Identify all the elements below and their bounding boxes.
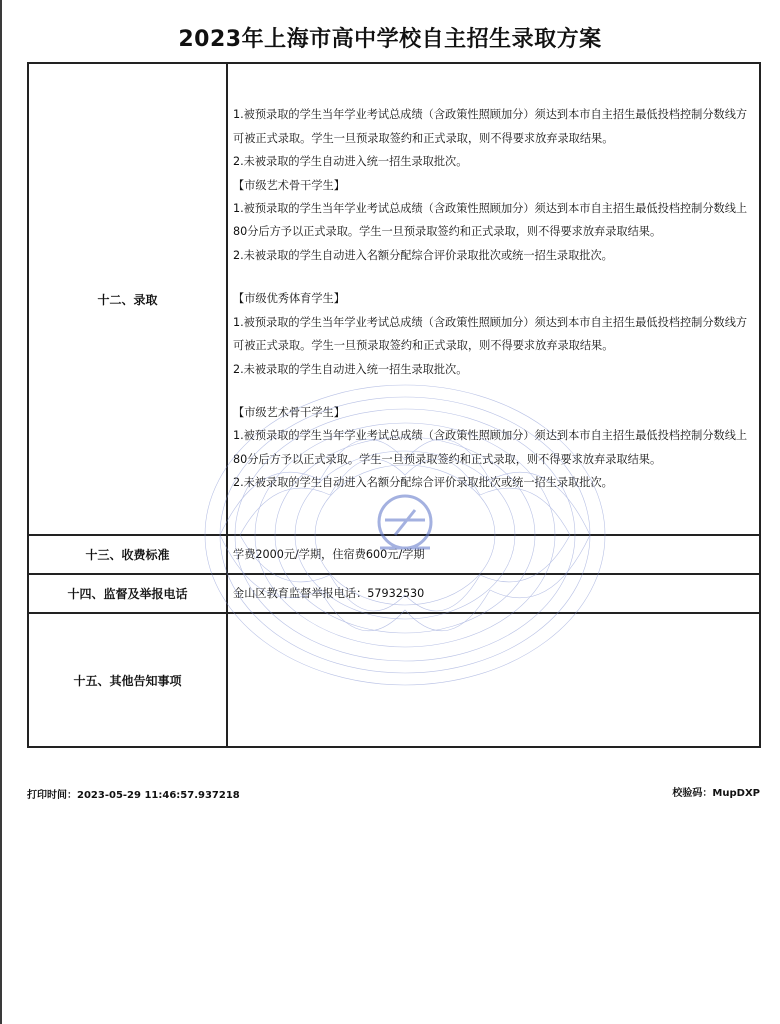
section-content-admission — [227, 63, 760, 535]
section-label-admission: 十二、录取 — [28, 63, 227, 535]
section-content-other-notices — [227, 613, 760, 747]
section-content-fees: 学费2000元/学期，住宿费600元/学期 — [227, 535, 760, 574]
art-students-repeat-item-2: 2.未被录取的学生自动进入名额分配综合评价录取批次或统一招生录取批次。 — [233, 476, 613, 490]
document-title: 2023年上海市高中学校自主招生录取方案 — [178, 27, 602, 52]
art-students-heading-repeat: 【市级艺术骨干学生】 — [233, 405, 345, 419]
admission-general-item-1: 1.被预录取的学生当年学业考试总成绩（含政策性照顾加分）须达到本市自主招生最低投档控制分数线方可被正式录取。学生一旦预录取签约和正式录取，则不得要求放弃录取结果。 — [233, 108, 748, 145]
page-left-edge — [0, 0, 2, 1024]
table-row — [28, 63, 760, 535]
sports-students-item-1: 1.被预录取的学生当年学业考试总成绩（含政策性照顾加分）须达到本市自主招生最低投档控制分数线方可被正式录取。学生一旦预录取签约和正式录取，则不得要求放弃录取结果。 — [233, 315, 748, 353]
print-time: 打印时间：2023-05-29 11:46:57.937218 — [27, 790, 240, 801]
art-students-repeat-item-1: 1.被预录取的学生当年学业考试总成绩（含政策性照顾加分）须达到本市自主招生最低投档控制分数线上80分后方予以正式录取。学生一旦预录取签约和正式录取，则不得要求放弃录取结果。 — [233, 429, 748, 466]
section-label-fees: 十三、收费标准 — [28, 535, 227, 574]
check-code: 校验码：MupDXP — [672, 788, 760, 799]
section-label-other-notices: 十五、其他告知事项 — [28, 613, 227, 747]
table-row — [28, 613, 760, 747]
art-students-item-1: 1.被预录取的学生当年学业考试总成绩（含政策性照顾加分）须达到本市自主招生最低投档控制分数线上80分后方予以正式录取。学生一旦预录取签约和正式录取，则不得要求放弃录取结果。 — [233, 202, 748, 239]
admission-plan-table — [27, 62, 761, 748]
section-content-hotline: 金山区教育监督举报电话：57932530 — [227, 574, 760, 613]
section-label-hotline: 十四、监督及举报电话 — [28, 574, 227, 613]
art-students-item-2: 2.未被录取的学生自动进入名额分配综合评价录取批次或统一招生录取批次。 — [233, 248, 613, 262]
sports-students-heading: 【市级优秀体育学生】 — [233, 292, 345, 306]
admission-general-item-2: 2.未被录取的学生自动进入统一招生录取批次。 — [233, 155, 468, 169]
sports-students-item-2: 2.未被录取的学生自动进入统一招生录取批次。 — [233, 362, 468, 376]
table-row — [28, 535, 760, 574]
art-students-heading: 【市级艺术骨干学生】 — [233, 178, 345, 192]
table-row — [28, 574, 760, 613]
